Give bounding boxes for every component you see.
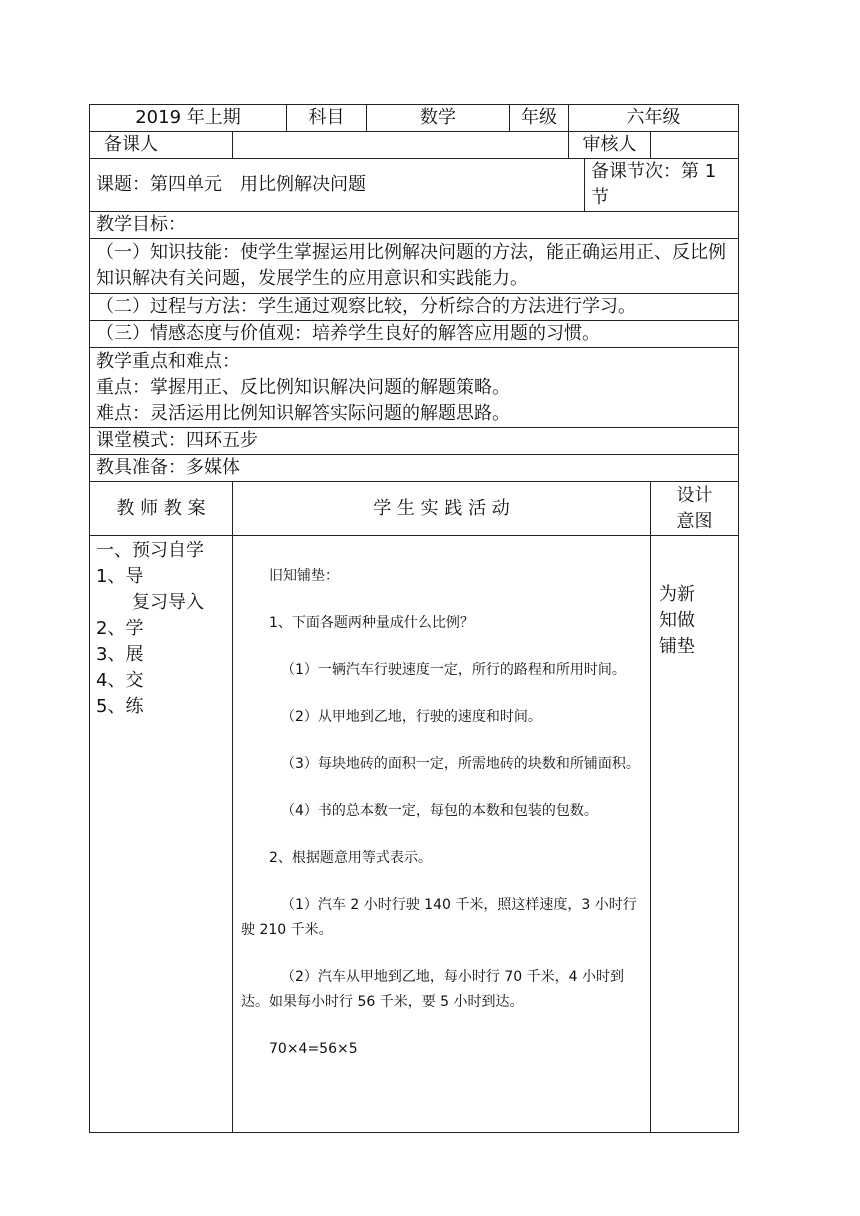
activity-line: （3）每块地砖的面积一定，所需地砖的块数和所铺面积。 [281, 756, 640, 772]
reviewer-label: 审核人 [569, 132, 651, 159]
header-row [90, 105, 739, 132]
objective-item-3: （三）情感态度与价值观：培养学生良好的解答应用题的习惯。 [90, 321, 739, 348]
activity-line: 旧知铺垫： [269, 568, 339, 584]
reviewer-value [651, 132, 739, 159]
topic-cell: 课题：第四单元 用比例解决问题 [90, 159, 585, 212]
subject-value: 数学 [367, 105, 510, 132]
session-cell: 备课节次：第 1 节 [585, 159, 739, 212]
teacher-plan-header [90, 482, 233, 536]
teacher-plan-item: 一、预习自学 [96, 540, 204, 561]
student-activity-header [233, 482, 651, 536]
activity-line: （1）一辆汽车行驶速度一定，所行的路程和所用时间。 [281, 662, 626, 678]
teacher-plan-item: 2、学 [96, 618, 144, 639]
grade-value: 六年级 [569, 105, 739, 132]
lesson-plan-page [89, 104, 738, 1133]
design-intent-header [651, 482, 739, 536]
design-intent-header-line-1: 设计 [676, 484, 713, 506]
key-points-heading: 教学重点和难点： [96, 350, 240, 372]
term-cell: 2019 年上期 [90, 105, 287, 132]
activity-line: （4）书的总本数一定，每包的本数和包装的包数。 [281, 803, 598, 819]
grade-label: 年级 [510, 105, 569, 132]
design-intent-cell [651, 536, 739, 1133]
teacher-plan-header-text: 教 师 教 案 [116, 497, 206, 519]
class-mode-cell: 课堂模式：四环五步 [90, 428, 739, 455]
activity-line: 1、下面各题两种量成什么比例？ [269, 615, 474, 631]
objective-row-1 [90, 239, 739, 294]
design-intent-header-line-2: 意图 [676, 510, 713, 532]
activity-line: （2）从甲地到乙地，行驶的速度和时间。 [281, 709, 542, 725]
column-header-row [90, 482, 739, 536]
teacher-plan-cell [90, 536, 233, 1133]
class-mode-row [90, 428, 739, 455]
teacher-plan-item: 3、展 [96, 644, 144, 665]
key-points-difficulty: 难点：灵活运用比例知识解答实际问题的解题思路。 [96, 402, 510, 424]
objectives-heading: 教学目标： [90, 212, 739, 239]
teacher-plan-item: 复习导入 [96, 592, 204, 613]
key-points-focus: 重点：掌握用正、反比例知识解决问题的解题策略。 [96, 376, 510, 398]
activity-line: 70×4=56×5 [269, 1041, 358, 1057]
key-points-cell [90, 348, 739, 428]
topic-row [90, 159, 739, 212]
activity-line: 2、根据题意用等式表示。 [269, 850, 432, 866]
subject-label: 科目 [287, 105, 367, 132]
preparer-row [90, 132, 739, 159]
content-row [90, 536, 739, 1133]
objective-item-1: （一）知识技能：使学生掌握运用比例解决问题的方法，能正确运用正、反比例知识解决有关问题，发展学生的应用意识和实践能力。 [90, 239, 739, 294]
teacher-plan-item: 1、导 [96, 566, 144, 587]
design-intent-line: 知做 [659, 610, 695, 631]
teacher-plan-item: 4、交 [96, 670, 144, 691]
preparer-value [233, 132, 569, 159]
objective-row-3 [90, 321, 739, 348]
preparer-label: 备课人 [90, 132, 233, 159]
design-intent-line: 铺垫 [659, 636, 695, 657]
student-activity-header-text: 学 生 实 践 活 动 [373, 497, 510, 519]
activity-line: （1）汽车 2 小时行驶 140 千米，照这样速度，3 小时行驶 210 千米。 [241, 897, 637, 938]
activity-line: （2）汽车从甲地到乙地，每小时行 70 千米，4 小时到达。如果每小时行 56 千米，要 5 小时到达。 [241, 969, 624, 1010]
design-intent-line: 为新 [659, 584, 695, 605]
objective-item-2: （二）过程与方法：学生通过观察比较，分析综合的方法进行学习。 [90, 294, 739, 321]
lesson-plan-table [89, 104, 739, 1133]
objectives-heading-row [90, 212, 739, 239]
materials-row [90, 455, 739, 482]
teacher-plan-item: 5、练 [96, 696, 144, 717]
student-activity-cell [233, 536, 651, 1133]
objective-row-2 [90, 294, 739, 321]
key-points-row [90, 348, 739, 428]
materials-cell: 教具准备：多媒体 [90, 455, 739, 482]
